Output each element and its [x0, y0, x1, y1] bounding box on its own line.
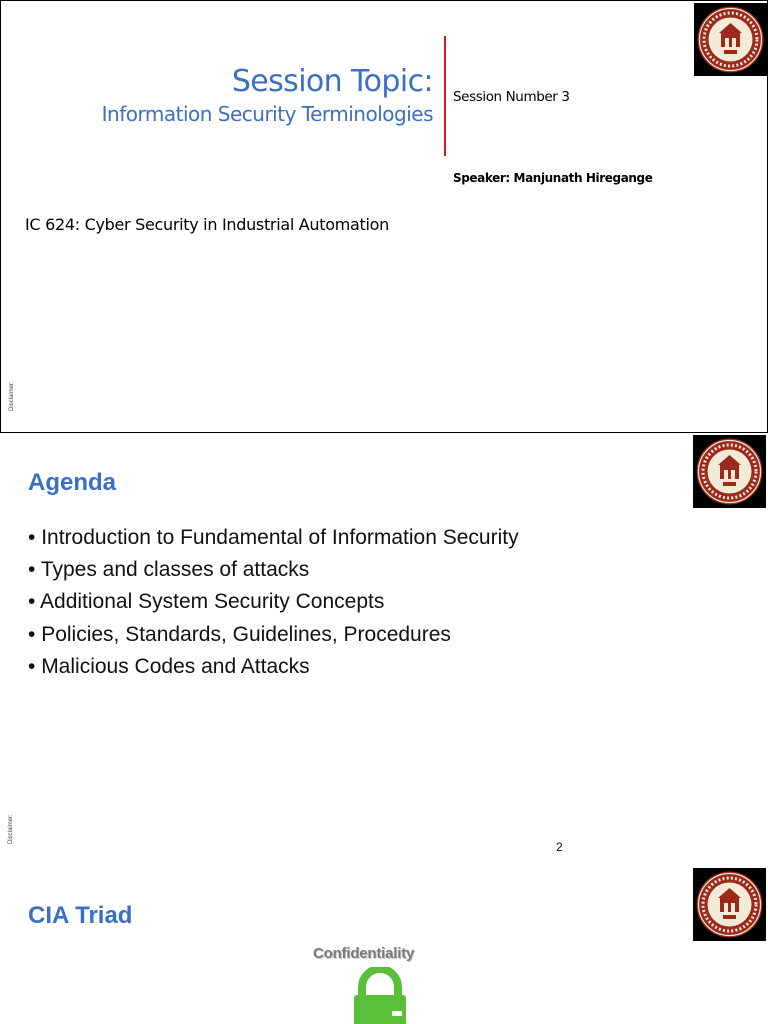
agenda-list — [28, 522, 519, 683]
session-topic-name: Information Security Terminologies — [101, 102, 433, 126]
disclaimer-label: Disclaimer: — [8, 814, 14, 844]
institute-seal-icon — [693, 868, 766, 941]
page-number: 2 — [556, 840, 563, 854]
list-item: • Policies, Standards, Guidelines, Procedures — [28, 619, 519, 651]
disclaimer-label: Disclaimer: — [9, 381, 15, 411]
speaker-name: Speaker: Manjunath Hiregange — [453, 171, 653, 185]
list-item: • Introduction to Fundamental of Information Security — [28, 522, 519, 554]
session-number: Session Number 3 — [453, 89, 570, 105]
institute-seal-icon — [694, 3, 767, 76]
session-topic-label: Session Topic: — [231, 64, 433, 99]
list-item: • Types and classes of attacks — [28, 554, 519, 586]
course-title: IC 624: Cyber Security in Industrial Automation — [25, 215, 389, 234]
title-slide — [0, 0, 768, 433]
list-item: • Malicious Codes and Attacks — [28, 651, 519, 683]
list-item: • Additional System Security Concepts — [28, 586, 519, 618]
confidentiality-label: Confidentiality — [313, 945, 415, 962]
agenda-slide — [0, 433, 768, 863]
session-topic-title — [102, 63, 433, 127]
agenda-heading: Agenda — [28, 469, 117, 496]
lock-icon — [352, 967, 408, 1024]
institute-seal-icon — [693, 435, 766, 508]
cia-triad-heading: CIA Triad — [28, 902, 133, 929]
cia-triad-slide — [0, 863, 768, 1024]
title-divider — [444, 36, 446, 156]
